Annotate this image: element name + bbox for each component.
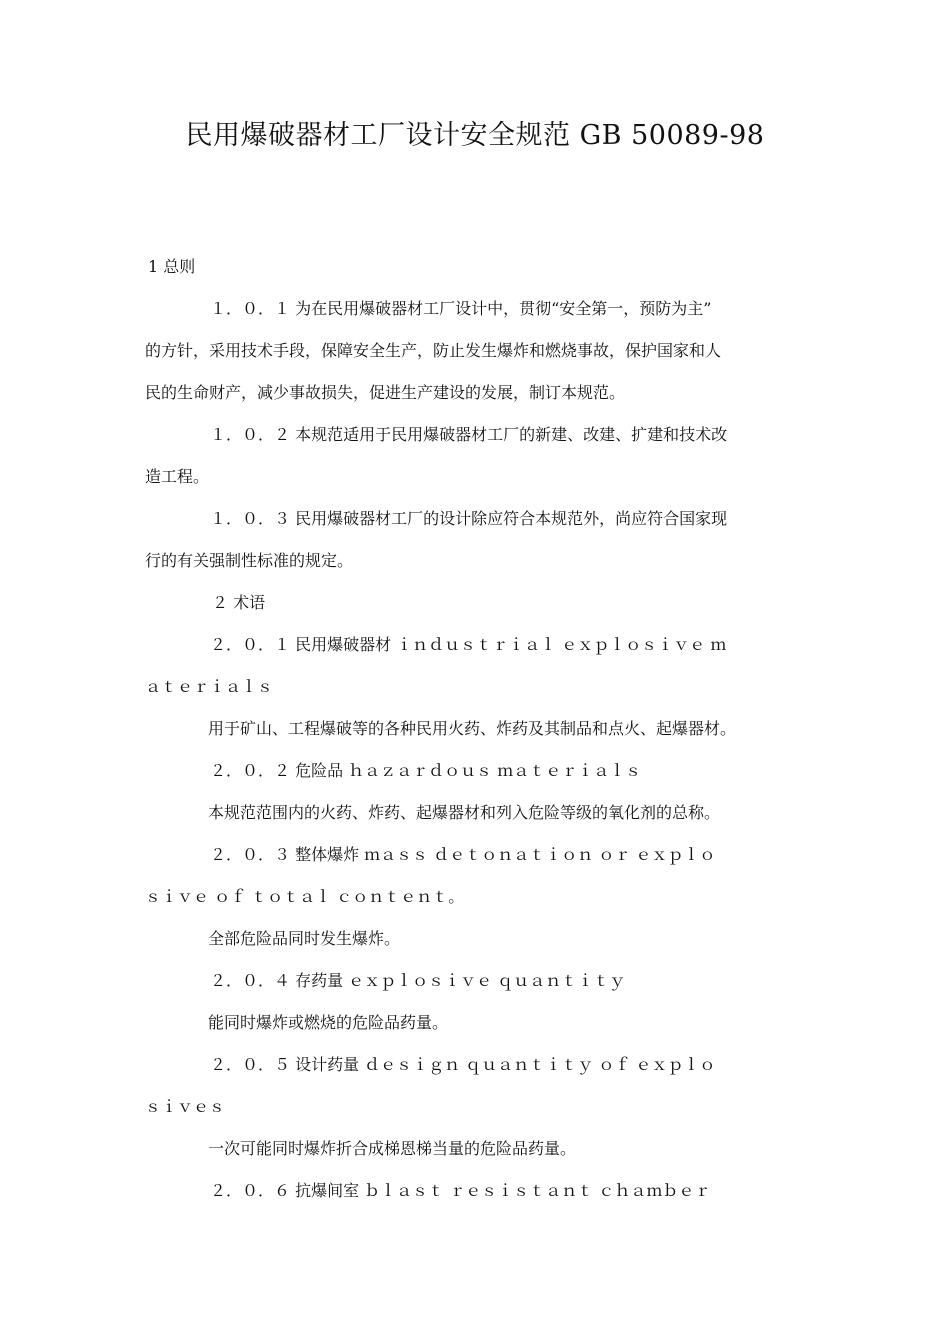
term-2-0-3-cont: ｓｉｖｅ ｏｆ ｔｏｔａｌ ｃｏｎｔｅｎｔ。	[145, 887, 465, 906]
clause-1-0-3-cont: 行的有关强制性标准的规定。	[145, 551, 354, 570]
clause-1-0-1-cont-2: 民的生命财产，减少事故损失，促进生产建设的发展，制订本规范。	[145, 383, 626, 402]
term-2-0-5-cont: ｓｉｖｅｓ	[145, 1097, 226, 1116]
clause-1-0-3: １．０．３ 民用爆破器材工厂的设计除应符合本规范外，尚应符合国家现	[210, 509, 728, 528]
term-2-0-5-definition: 一次可能同时爆炸折合成梯恩梯当量的危险品药量。	[208, 1139, 577, 1158]
term-2-0-4-definition: 能同时爆炸或燃烧的危险品药量。	[208, 1013, 449, 1032]
clause-1-0-2-cont: 造工程。	[145, 467, 210, 486]
term-2-0-1: ２．０．１ 民用爆破器材 ｉｎｄｕｓｔｒｉａｌ ｅｘｐｌｏｓｉｖｅ ｍ	[210, 635, 727, 654]
term-2-0-6: ２．０．６ 抗爆间室 ｂｌａｓｔ ｒｅｓｉｓｔａｎｔ ｃｈａｍｂｅｒ	[210, 1181, 711, 1200]
term-2-0-1-definition: 用于矿山、工程爆破等的各种民用火药、炸药及其制品和点火、起爆器材。	[208, 719, 737, 738]
clause-1-0-1: １．０．１ 为在民用爆破器材工厂设计中，贯彻“安全第一，预防为主”	[210, 299, 712, 318]
clause-1-0-2: １．０．２ 本规范适用于民用爆破器材工厂的新建、改建、扩建和技术改	[210, 425, 728, 444]
term-2-0-2: ２．０．２ 危险品 ｈａｚａｒｄｏｕｓ ｍａｔｅｒｉａｌｓ	[210, 761, 642, 780]
term-2-0-3: ２．０．３ 整体爆炸 ｍａｓｓ ｄｅｔｏｎａｔｉｏｎ ｏｒ ｅｘｐｌｏ	[210, 845, 716, 864]
term-2-0-1-cont: ａｔｅｒｉａｌｓ	[145, 677, 274, 696]
term-2-0-4: ２．０．４ 存药量 ｅｘｐｌｏｓｉｖｅ ｑｕａｎｔｉｔｙ	[210, 971, 626, 990]
term-2-0-3-definition: 全部危险品同时发生爆炸。	[208, 929, 401, 948]
document-title: 民用爆破器材工厂设计安全规范 GB 50089-98	[185, 120, 765, 151]
section-heading-1: 1 总则	[148, 257, 196, 276]
term-2-0-5: ２．０．５ 设计药量 ｄｅｓｉｇｎ ｑｕａｎｔｉｔｙ ｏｆ ｅｘｐｌｏ	[210, 1055, 716, 1074]
section-heading-2: ２ 术语	[212, 593, 266, 612]
clause-1-0-1-cont-1: 的方针，采用技术手段，保障安全生产，防止发生爆炸和燃烧事故，保护国家和人	[145, 341, 722, 360]
term-2-0-2-definition: 本规范范围内的火药、炸药、起爆器材和列入危险等级的氧化剂的总称。	[208, 803, 721, 822]
